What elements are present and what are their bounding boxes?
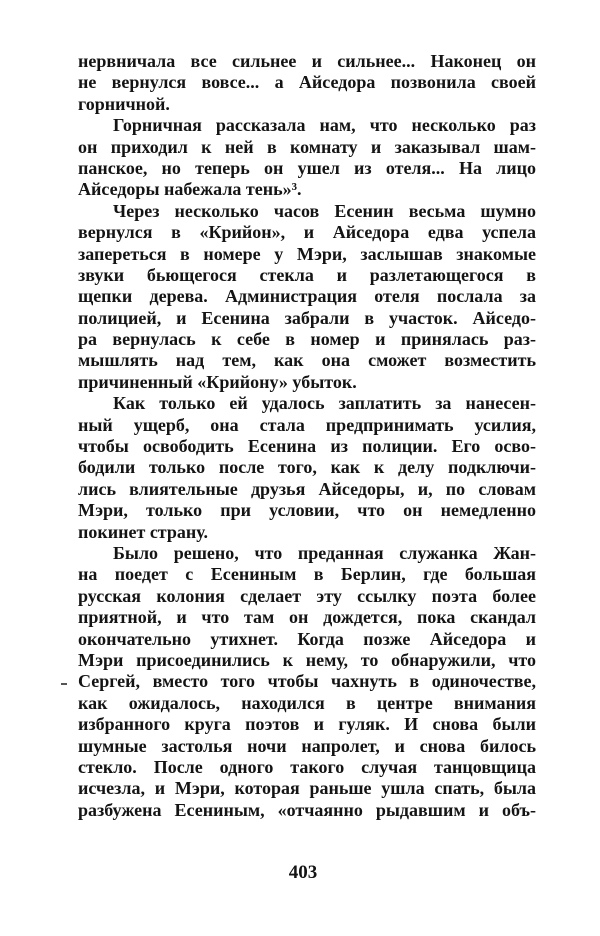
text-line: звуки бьющегося стекла и разлетающегося в <box>78 264 536 285</box>
text-line: русская колония сделает эту ссылку поэта более <box>78 585 536 606</box>
text-line: окончательно утихнет. Когда позже Айседора и <box>78 628 536 649</box>
text-line: полицией, и Есенина забрали в участок. Айседо- <box>78 307 536 328</box>
paragraph <box>78 543 536 821</box>
text-line: Было решено, что преданная служанка Жан- <box>113 542 536 563</box>
text-line: ный ущерб, она стала предпринимать усилия, <box>78 414 536 435</box>
text-line: мышлять над тем, как она сможет возместить <box>78 350 536 371</box>
text-line: лись влиятельные друзья Айседоры, и, по словам <box>78 478 536 499</box>
text-line: чтобы освободить Есенина из полиции. Его осво- <box>78 436 536 457</box>
text-line: Айседоры набежала тень»³. <box>78 179 302 200</box>
body-text <box>78 51 536 821</box>
text-line: покинет страну. <box>78 521 208 542</box>
text-line: Сергей, вместо того чтобы чахнуть в одиночестве, <box>78 671 536 692</box>
text-line: приятной, и что там он дождется, пока скандал <box>78 607 536 628</box>
text-line: исчезла, и Мэри, которая раньше ушла спать, была <box>78 778 536 799</box>
paragraph <box>78 51 536 115</box>
text-line: на поедет с Есениным в Берлин, где большая <box>78 564 536 585</box>
text-line: причиненный «Крийону» убыток. <box>78 371 357 392</box>
text-line: он приходил к ней в комнату и заказывал шам- <box>78 136 536 157</box>
text-line: не вернулся вовсе... а Айседора позвонила своей <box>78 72 536 93</box>
paragraph <box>78 393 536 543</box>
margin-mark <box>61 683 67 685</box>
text-line: нервничала все сильнее и сильнее... Наконец он <box>78 51 536 71</box>
text-line: Как только ей удалось заплатить за нанесен- <box>113 393 536 414</box>
text-line: Горничная рассказала нам, что несколько раз <box>113 115 536 136</box>
paragraph <box>78 115 536 201</box>
text-line: панское, но теперь он ушел из отеля... На лицо <box>78 157 536 178</box>
paragraph <box>78 201 536 394</box>
text-line: бодили только после того, как к делу подключи- <box>78 457 536 478</box>
text-line: запереться в номере у Мэри, заслышав знакомые <box>78 243 536 264</box>
text-line: избранного круга поэтов и гуляк. И снова были <box>78 714 536 735</box>
text-line: вернулся в «Крийон», и Айседора едва успела <box>78 222 536 243</box>
text-line: ра вернулась к себе в номер и принялась раз- <box>78 329 536 350</box>
text-line: Через несколько часов Есенин весьма шумно <box>113 200 536 221</box>
page-number: 403 <box>288 862 318 883</box>
text-line: горничной. <box>78 93 170 114</box>
text-line: разбужена Есениным, «отчаянно рыдавшим и объ- <box>78 799 536 820</box>
text-line: как ожидалось, находился в центре внимания <box>78 692 536 713</box>
text-line: шумные застолья ночи напролет, и снова билось <box>78 735 536 756</box>
text-line: щепки дерева. Администрация отеля послала за <box>78 286 536 307</box>
text-line: Мэри, только при условии, что он немедленно <box>78 500 536 521</box>
text-line: Мэри присоединились к нему, то обнаружили, что <box>78 649 536 670</box>
text-line: стекло. После одного такого случая танцовщица <box>78 756 536 777</box>
